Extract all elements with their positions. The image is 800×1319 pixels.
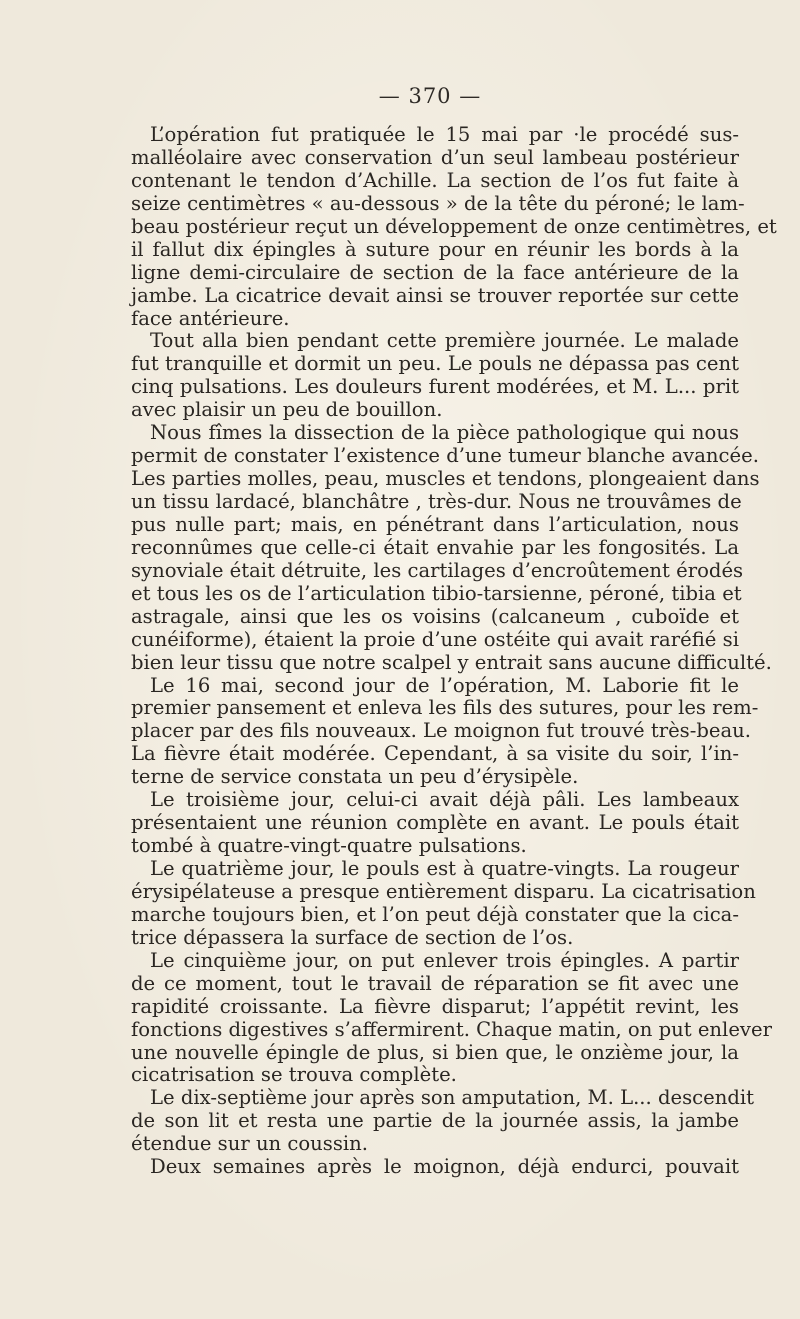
text-line: cunéiforme), étaient la proie d’une ostéite qui avait raréfié si	[131, 627, 739, 651]
text-line: présentaient une réunion complète en avant. Le pouls était	[131, 811, 739, 835]
paragraph	[131, 789, 739, 858]
text-line: fonctions digestives s’affermirent. Chaque matin, on put enlever	[131, 1017, 772, 1041]
text-line: seize centimètres « au-dessous » de la tête du péroné; le lam-	[131, 191, 745, 215]
text-line: marche toujours bien, et l’on peut déjà constater que la cica-	[131, 902, 739, 926]
text-line: il fallut dix épingles à suture pour en réunir les bords à la	[131, 237, 739, 261]
text-line: de son lit et resta une partie de la journée assis, la jambe	[131, 1109, 739, 1133]
text-line: un tissu lardacé, blanchâtre , très-dur. Nous ne trouvâmes de	[131, 490, 742, 513]
text-line: de ce moment, tout le travail de réparation se fit avec une	[131, 971, 739, 995]
page-number: — 370 —	[378, 84, 482, 108]
text-line: cinq pulsations. Les douleurs furent modérées, et M. L... prit	[131, 375, 739, 399]
paragraph	[131, 1156, 739, 1179]
text-line: Le 16 mai, second jour de l’opération, M. Laborie fit le	[150, 673, 739, 697]
text-line: malléolaire avec conservation d’un seul lambeau postérieur	[131, 145, 739, 169]
text-line: beau postérieur reçut un développement de onze centimètres, et	[131, 214, 777, 238]
text-line: cicatrisation se trouva complète.	[131, 1063, 457, 1087]
text-line: Deux semaines après le moignon, déjà endurci, pouvait	[150, 1155, 739, 1179]
text-line: face antérieure.	[131, 306, 290, 330]
text-line: Le dix-septième jour après son amputation, M. L... descendit	[150, 1086, 755, 1110]
text-line: une nouvelle épingle de plus, si bien que, le onzième jour, la	[131, 1040, 739, 1064]
text-line: avec plaisir un peu de bouillon.	[131, 398, 443, 422]
text-line: premier pansement et enleva les fils des sutures, pour les rem-	[131, 696, 759, 720]
text-line: Le cinquième jour, on put enlever trois épingles. A partir	[150, 948, 739, 972]
text-line: bien leur tissu que notre scalpel y entrait sans aucune difficulté.	[131, 650, 772, 674]
paragraph	[131, 948, 772, 1088]
text-line: astragale, ainsi que les os voisins (calcaneum , cuboïde et	[131, 604, 739, 628]
text-line: placer par des fils nouveaux. Le moignon fut trouvé très-beau.	[131, 719, 752, 743]
text-line: jambe. La cicatrice devait ainsi se trouver reportée sur cette	[131, 283, 739, 307]
text-line: Le troisième jour, celui-ci avait déjà pâli. Les lambeaux	[150, 788, 739, 812]
paragraph	[131, 330, 739, 422]
text-line: synoviale était détruite, les cartilages d’encroûtement érodés	[131, 558, 744, 582]
text-line: L’opération fut pratiquée le 15 mai par ·le procédé sus-	[150, 123, 739, 146]
paragraph	[131, 673, 759, 790]
paragraph	[131, 123, 777, 330]
text-line: tombé à quatre-vingt-quatre pulsations.	[131, 834, 527, 858]
text-line: contenant le tendon d’Achille. La section de l’os fut faite à	[131, 168, 739, 192]
text-line: Nous fîmes la dissection de la pièce pathologique qui nous	[150, 421, 739, 445]
text-line: fut tranquille et dormit un peu. Le pouls ne dépassa pas cent	[131, 352, 739, 376]
body-text	[131, 123, 777, 1179]
text-line: et tous les os de l’articulation tibio-tarsienne, péroné, tibia et	[131, 581, 742, 605]
text-line: terne de service constata un peu d’érysipèle.	[131, 765, 579, 789]
text-line: Les parties molles, peau, muscles et tendons, plongeaient dans	[131, 467, 760, 491]
text-line: trice dépassera la surface de section de l’os.	[131, 925, 574, 949]
text-line: étendue sur un coussin.	[131, 1132, 369, 1156]
paragraph	[131, 857, 756, 950]
text-line: Tout alla bien pendant cette première journée. Le malade	[150, 329, 739, 353]
paragraph	[131, 421, 772, 674]
text-line: rapidité croissante. La fièvre disparut; l’appétit revint, les	[131, 994, 739, 1018]
text-line: permit de constater l’existence d’une tumeur blanche avancée.	[131, 444, 759, 468]
text-line: La fièvre était modérée. Cependant, à sa visite du soir, l’in-	[131, 742, 739, 766]
text-line: érysipélateuse a presque entièrement disparu. La cicatrisation	[131, 879, 756, 903]
text-line: pus nulle part; mais, en pénétrant dans l’articulation, nous	[131, 512, 739, 536]
text-line: reconnûmes que celle-ci était envahie par les fongosités. La	[131, 535, 739, 559]
text-line: ligne demi-circulaire de section de la face antérieure de la	[131, 260, 739, 284]
paragraph	[131, 1086, 755, 1156]
text-line: Le quatrième jour, le pouls est à quatre-vingts. La rougeur	[150, 857, 739, 880]
